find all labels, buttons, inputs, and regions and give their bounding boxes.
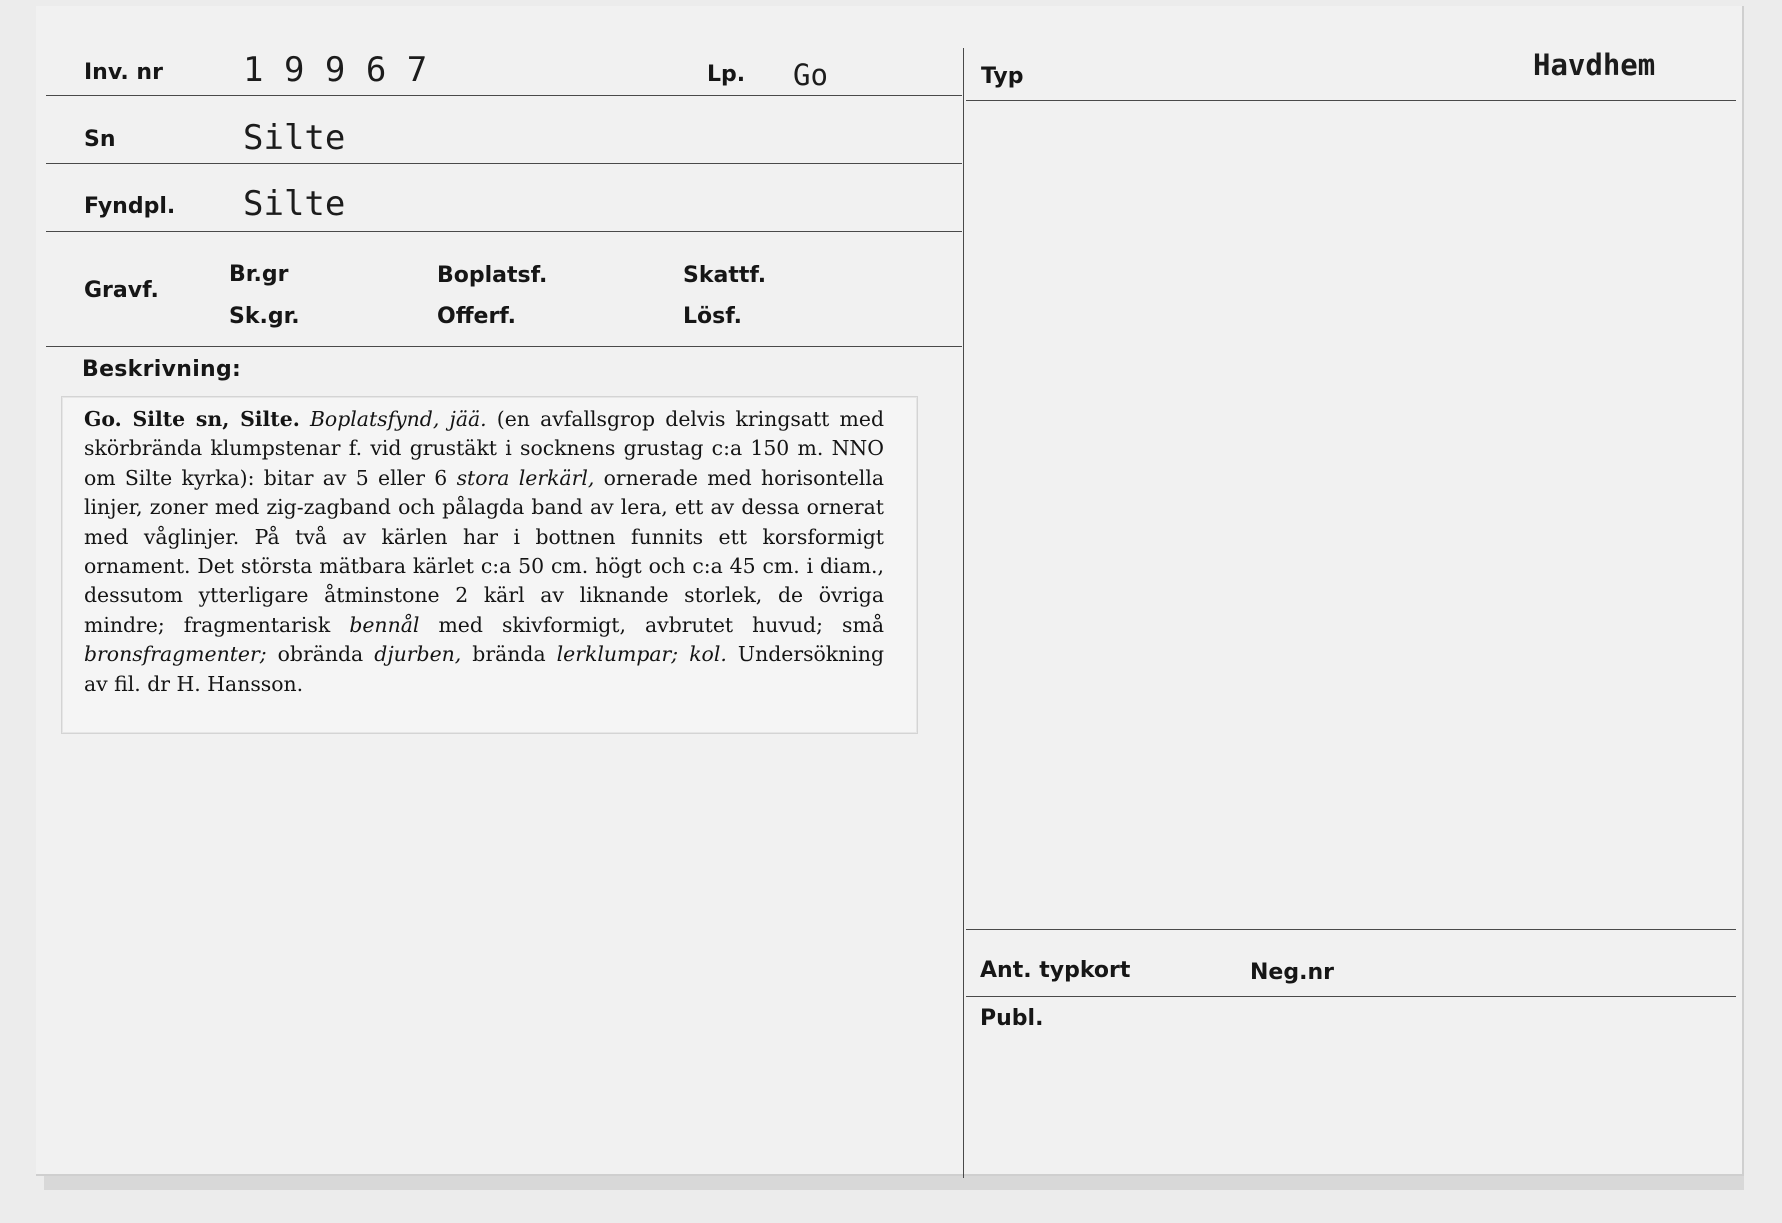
- ant-typkort-label: Ant. typkort: [980, 958, 1131, 983]
- description-period: jää.: [449, 407, 487, 431]
- typ-label: Typ: [981, 64, 1024, 89]
- divider-typ: [966, 100, 1736, 101]
- sn-label: Sn: [84, 127, 116, 152]
- description-text-1: (en avfallsgrop delvis kringsatt med skörbrända klumpstenar f. vid grustäkt i socknens grustag c:a 150 m. NNO om Silte kyrka): bitar av 5 eller 6: [84, 407, 884, 490]
- description-object-1: stora lerkärl,: [456, 465, 595, 490]
- description-text-6: Undersökning av fil. dr H. Hansson.: [84, 642, 885, 696]
- gravf-label: Gravf.: [84, 278, 159, 303]
- divider-vertical: [963, 48, 964, 1178]
- fyndpl-value: Silte: [243, 184, 346, 224]
- description-object-4: djurben,: [374, 642, 462, 667]
- divider-ant-typkort: [966, 929, 1736, 930]
- description-object-3: bronsfragmenter;: [84, 642, 267, 667]
- fyndpl-label: Fyndpl.: [84, 194, 176, 219]
- description-text-2: ornerade med horisontella linjer, zoner med zig-zagband och pålagda band av lera, ett av dessa ornerat med våglinjer. På två av kärlen har i bottnen funnits ett korsformigt ornament. Det största mätbara kärlet c:a 50 cm. högt och c:a 45 cm. i diam., dessutom ytterligare åtminstone 2 kärl av liknande storlek, de övriga mindre; fragmentarisk: [84, 465, 884, 637]
- divider-inv: [46, 95, 962, 96]
- description-text-4: obrända: [266, 642, 375, 667]
- losf-label: Lösf.: [683, 304, 742, 329]
- description-text: [84, 405, 884, 699]
- neg-nr-label: Neg.nr: [1250, 960, 1334, 985]
- divider-sn: [46, 163, 962, 164]
- card-shadow: [44, 1176, 1744, 1190]
- description-text-3: med skivformigt, avbrutet huvud; små: [419, 612, 884, 637]
- description-text-5: brända: [461, 642, 557, 667]
- boplatsf-label: Boplatsf.: [437, 263, 548, 288]
- skattf-label: Skattf.: [683, 263, 767, 288]
- inv-nr-value: 1 9 9 6 7: [243, 50, 428, 90]
- lp-value: Go: [793, 58, 828, 92]
- description-find-type: Boplatsfynd,: [309, 407, 440, 431]
- divider-publ: [966, 996, 1736, 997]
- divider-fyndpl: [46, 231, 962, 232]
- brgr-label: Br.gr: [229, 262, 289, 287]
- sn-value: Silte: [243, 118, 346, 158]
- description-lead: Go. Silte sn, Silte.: [84, 407, 300, 431]
- description-object-5: lerklumpar; kol.: [556, 642, 727, 667]
- offerf-label: Offerf.: [437, 304, 517, 329]
- beskrivning-label: Beskrivning:: [82, 357, 242, 382]
- divider-gravf: [46, 346, 962, 347]
- description-slip: [61, 396, 918, 734]
- skgr-label: Sk.gr.: [229, 304, 300, 329]
- inv-nr-label: Inv. nr: [84, 60, 163, 85]
- lp-label: Lp.: [707, 62, 746, 87]
- description-object-2: bennål: [349, 612, 420, 637]
- publ-label: Publ.: [980, 1006, 1044, 1031]
- typ-value: Havdhem: [1533, 48, 1656, 82]
